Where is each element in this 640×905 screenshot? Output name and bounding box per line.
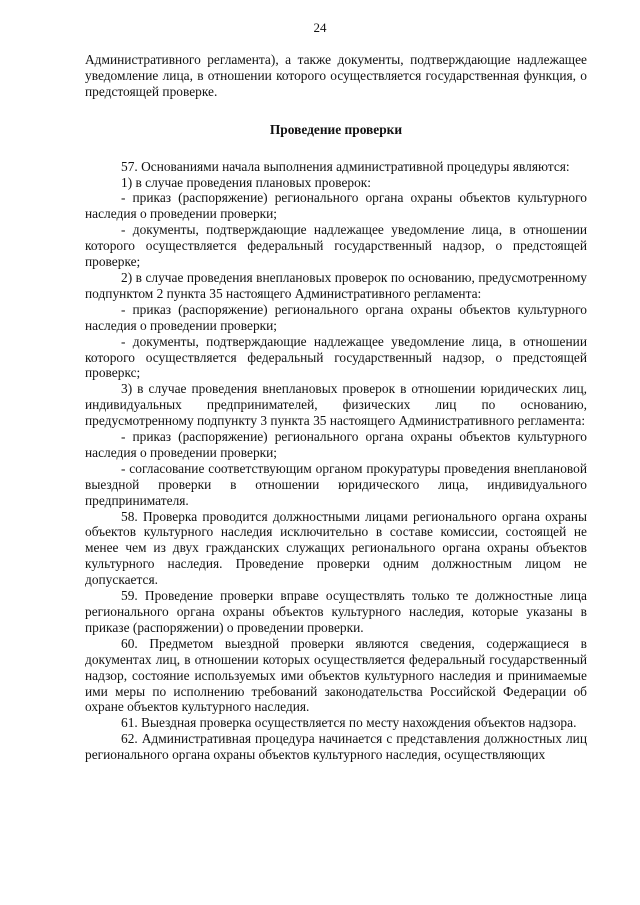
list-item-planned-checks: 1) в случае проведения плановых проверок: bbox=[121, 174, 372, 190]
paragraph-59: 59. Проведение проверки вправе осуществлять только те должностные лица регионального органа охраны объектов культурного наследия, которые указаны в приказе (распоряжении) о проведении проверки. bbox=[85, 588, 587, 635]
list-item-unplanned-checks-subpoint-2: 2) в случае проведения внеплановых проверок по основанию, предусмотренному подпунктом 2 пункта 35 настоящего Административного регламента: bbox=[85, 269, 587, 301]
list-item-notification-documents: - документы, подтверждающие надлежащее уведомление лица, в отношении которого осуществляется федеральный государственный надзор, о предстоящей проверкс; bbox=[85, 333, 587, 381]
list-item-unplanned-checks-subpoint-3: 3) в случае проведения внеплановых проверок в отношении юридических лиц, индивидуальных предпринимателей, физических лиц по основанию, предусмотренному подпункту 3 пункта 35 настоящего Административного регламента: bbox=[85, 381, 587, 429]
paragraph-58: 58. Проверка проводится должностными лицами регионального органа охраны объектов культурного наследия исключительно в составе комиссии, состоящей не менее чем из двух гражданских служащих регионального органа охраны объектов культурного наследия. Проведение проверки одним должностным лицом не допускается. bbox=[85, 508, 587, 588]
list-item-notification-documents: - документы, подтверждающие надлежащее уведомление лица, в отношении которого осуществляется федеральный государственный надзор, о предстоящей проверке; bbox=[85, 222, 587, 270]
paragraph-61: 61. Выездная проверка осуществляется по месту нахождения объектов надзора. bbox=[121, 715, 577, 731]
paragraph-57: 57. Основаниями начала выполнения административной процедуры являются: bbox=[121, 158, 570, 174]
list-item-order: - приказ (распоряжение) регионального органа охраны объектов культурного наследия о проведении проверки; bbox=[85, 429, 587, 460]
paragraph-60: 60. Предметом выездной проверки являются сведения, содержащиеся в документах лиц, в отношении которых осуществляется федеральный государственный надзор, состояние используемых ими объектов культурного наследия и принимаемые ими меры по исполнению требований законодательства Российской Федерации об охране объектов культурного наследия. bbox=[85, 635, 587, 715]
section-heading: Проведение проверки bbox=[269, 121, 403, 137]
document-body bbox=[85, 52, 587, 763]
paragraph-62: 62. Административная процедура начинается с представления должностных лиц регионального органа охраны объектов культурного наследия, осуществляющих bbox=[85, 731, 587, 763]
list-item-order: - приказ (распоряжение) регионального органа охраны объектов культурного наследия о проведении проверки; bbox=[85, 301, 587, 333]
intro-paragraph: Административного регламента), а также документы, подтверждающие надлежащее уведомление лица, в отношении которого осуществляется государственная функция, о предстоящей проверке. bbox=[85, 52, 587, 99]
list-item-prosecutor-approval: - согласование соответствующим органом прокуратуры проведения внеплановой выездной проверки в отношении юридического лица, индивидуального предпринимателя. bbox=[85, 460, 587, 508]
list-item-order: - приказ (распоряжение) регионального органа охраны объектов культурного наследия о проведении проверки; bbox=[85, 190, 587, 222]
page-number: 24 bbox=[313, 20, 327, 35]
